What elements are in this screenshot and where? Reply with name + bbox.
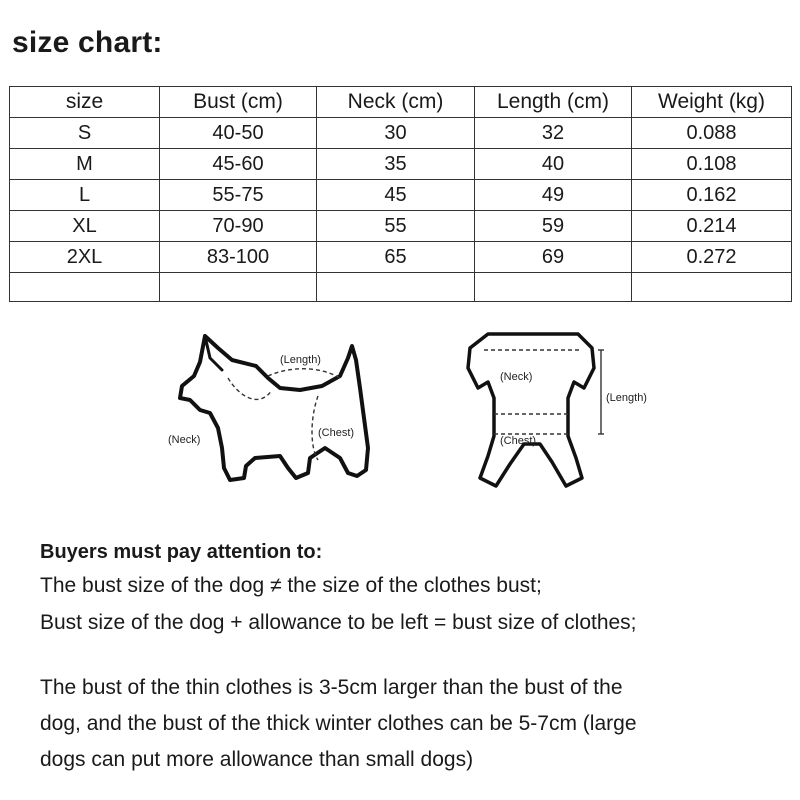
cell-neck: 30: [317, 118, 475, 149]
table-row: [10, 242, 792, 273]
table-row: [10, 149, 792, 180]
cell-weight: 0.272: [632, 242, 792, 273]
cell-size: 2XL: [10, 242, 160, 273]
cell-length: 49: [475, 180, 632, 211]
cell-weight: 0.088: [632, 118, 792, 149]
empty-cell: [632, 273, 792, 302]
cell-size: XL: [10, 211, 160, 242]
dog-length-line: [268, 369, 340, 378]
cell-weight: 0.108: [632, 149, 792, 180]
cell-bust: 40-50: [160, 118, 317, 149]
dog-ear: [205, 336, 222, 370]
dog-neck-line: [228, 378, 272, 399]
cell-length: 32: [475, 118, 632, 149]
notice-paragraph: [40, 670, 770, 778]
notice-heading: Buyers must pay attention to:: [40, 541, 323, 563]
cell-size: L: [10, 180, 160, 211]
dog-neck-label: (Neck): [168, 434, 201, 446]
cell-size: S: [10, 118, 160, 149]
dog-outline: [180, 336, 368, 480]
cell-neck: 65: [317, 242, 475, 273]
empty-cell: [317, 273, 475, 302]
empty-cell: [475, 273, 632, 302]
clothes-figure: [468, 334, 594, 486]
table-row-empty: [10, 273, 792, 302]
cell-neck: 55: [317, 211, 475, 242]
clothes-chest-label: (Chest): [500, 435, 537, 447]
notice-paragraph-line: dogs can put more allowance than small dogs): [40, 748, 474, 771]
notice-line-2: Bust size of the dog + allowance to be left = bust size of clothes;: [40, 611, 637, 634]
cell-bust: 55-75: [160, 180, 317, 211]
dog-measure-lines: [228, 369, 340, 460]
cell-bust: 83-100: [160, 242, 317, 273]
cell-length: 40: [475, 149, 632, 180]
header-neck: Neck (cm): [317, 87, 475, 118]
clothes-measure-lines: [484, 350, 580, 434]
clothes-neck-label: (Neck): [500, 371, 533, 383]
cell-size: M: [10, 149, 160, 180]
notice-line-1: The bust size of the dog ≠ the size of the clothes bust;: [40, 574, 542, 597]
cell-neck: 45: [317, 180, 475, 211]
dog-length-label: (Length): [280, 354, 321, 366]
dog-chest-label: (Chest): [318, 427, 355, 439]
notice-paragraph-line: The bust of the thin clothes is 3-5cm larger than the bust of the: [40, 676, 623, 699]
page-title: size chart:: [12, 26, 163, 59]
measurement-illustration: [0, 318, 800, 508]
cell-weight: 0.214: [632, 211, 792, 242]
notice-paragraph-line: dog, and the bust of the thick winter clothes can be 5-7cm (large: [40, 712, 637, 735]
header-weight: Weight (kg): [632, 87, 792, 118]
measurement-diagrams: [0, 318, 800, 508]
table-header-row: [10, 87, 792, 118]
cell-neck: 35: [317, 149, 475, 180]
size-table: [9, 86, 792, 302]
clothes-length-label: (Length): [606, 392, 647, 404]
header-size: size: [10, 87, 160, 118]
clothes-outline: [468, 334, 594, 486]
clothes-length-bracket: [598, 350, 604, 434]
table-row: [10, 180, 792, 211]
empty-cell: [160, 273, 317, 302]
header-bust: Bust (cm): [160, 87, 317, 118]
cell-length: 69: [475, 242, 632, 273]
table-row: [10, 211, 792, 242]
cell-bust: 70-90: [160, 211, 317, 242]
cell-bust: 45-60: [160, 149, 317, 180]
cell-length: 59: [475, 211, 632, 242]
dog-figure: [180, 336, 368, 480]
table-row: [10, 118, 792, 149]
cell-weight: 0.162: [632, 180, 792, 211]
header-length: Length (cm): [475, 87, 632, 118]
empty-cell: [10, 273, 160, 302]
